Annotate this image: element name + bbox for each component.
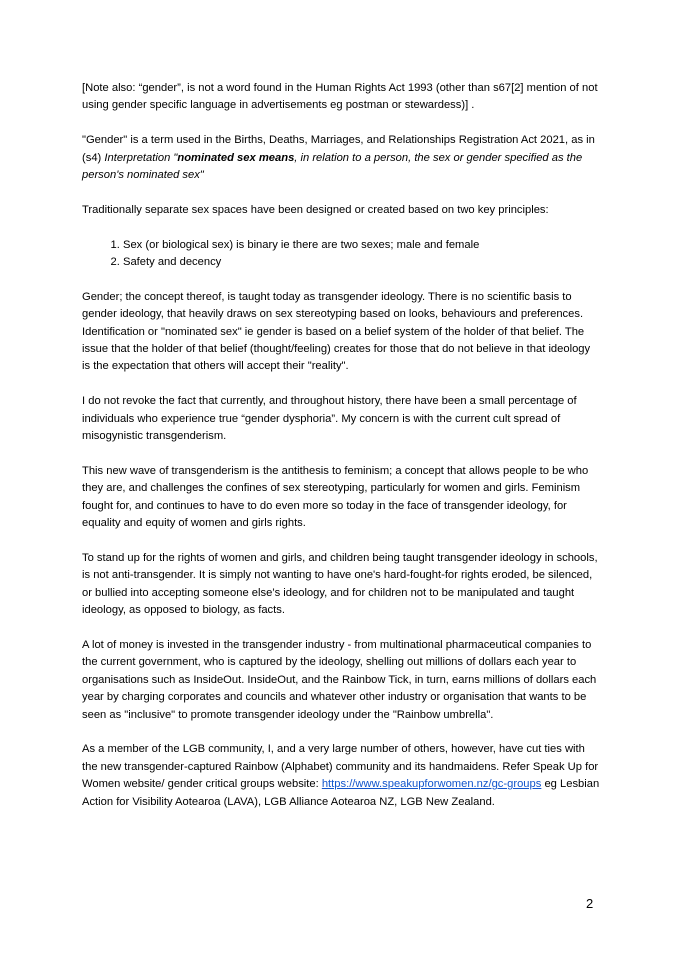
rights-paragraph: To stand up for the rights of women and girls, and children being taught transgender ideology in schools, is not anti-transgender. It is simply not wanting to have one's hard-fought-for rights eroded, be silenced, or bullied into accepting someone else’s ideology, and for children not to be manipulated and taught ideology, as opposed to biology, as facts. [82,551,598,617]
gender-ideology-paragraph: Gender; the concept thereof, is taught today as transgender ideology. There is no scientific basis to gender ideology, that heavily draws on sex stereotyping based on looks, behaviours and preferences. Identification or "nominated sex" ie gender is based on a belief system of the holder of that belief. The issue that the holder of that belief (thought/feeling) creates for those that do not believe in that ideology is the expectation that others will accept their "reality". [82,290,591,373]
gc-groups-link[interactable]: https://www.speakupforwomen.nz/gc-groups [321,778,542,791]
feminism-paragraph: This new wave of transgenderism is the antithesis to feminism; a concept that allows people to be who they are, and challenges the confines of sex stereotyping, particularly for women and girls. Feminism fought for, and continues to have to do even more so today in the face of transgender ideology, for equality and equity of women and girls rights. [82,464,589,530]
list-item: 2. Safety and decency [123,254,600,271]
principles-intro: Traditionally separate sex spaces have been designed or created based on two key principles: [82,203,549,216]
document-body [82,80,600,828]
funding-paragraph: A lot of money is invested in the transgender industry - from multinational pharmaceutical companies to the current government, who is captured by the ideology, shelling out millions of dollars each year to organisations such as InsideOut. InsideOut, and the Rainbow Tick, in turn, earns millions of dollars each year by charging corporates and councils and whatever other industry or organisation that wants to be seen as "inclusive" to promote transgender ideology under the "Rainbow umbrella". [82,638,597,721]
nominated-sex-term: nominated sex [177,151,256,164]
page-number: 2 [586,896,594,911]
gender-definition-paragraph [82,132,600,184]
dysphoria-paragraph: I do not revoke the fact that currently, and throughout history, there have been a small percentage of individuals who experience true “gender dysphoria”. My concern is with the current cult spread of misogynistic transgenderism. [82,395,577,443]
list-item: 1. Sex (or biological sex) is binary ie there are two sexes; male and female [123,237,600,254]
definition-quote: Interpretation "nominated sex means, in relation to a person, the sex or gender specified as the person's nominated sex" [82,151,583,182]
lgb-community-paragraph: As a member of the LGB community, I, and a very large number of others, however, have cut ties with the new transgender-captured Rainbow (Alphabet) community and its handmaidens. Refer Speak Up for Women website/ gender critical groups website: https://www.speakupforwomen.nz/gc-groups eg Lesbian Action for Visibility Aotearoa (LAVA), LGB Alliance Aotearoa NZ, LGB New Zealand. [82,743,600,808]
principles-list [82,237,600,272]
note-paragraph: [Note also: “gender”, is not a word found in the Human Rights Act 1993 (other than s67[2] mention of not using gender specific language in advertisements eg postman or stewardess)] . [82,82,598,112]
definition-intro: "Gender" is a term used in the Births, Deaths, Marriages, and Relationships Registration Act 2021, as in (s4) [82,134,595,164]
